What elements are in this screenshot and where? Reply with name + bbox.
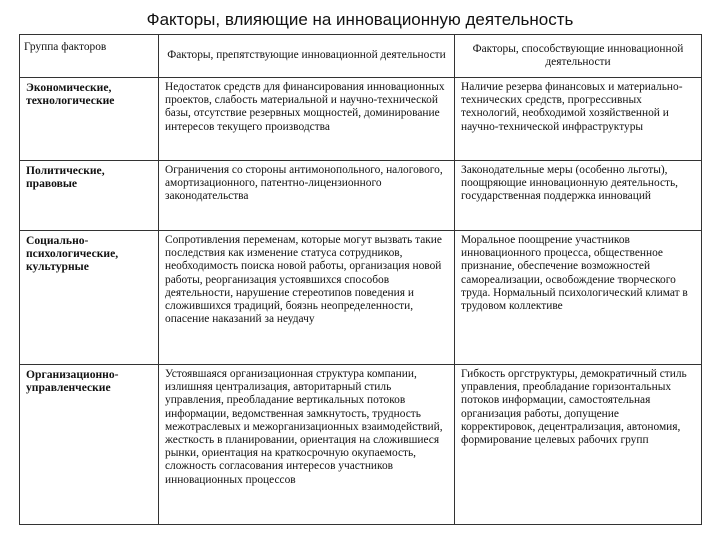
promote-cell: Гибкость оргструктуры, демократичный стиль управления, преобладание горизонтальных потоков информации, самостоятельная организация работы, допущение корректировок, децентрализация, автономия, формирование целевых рабочих групп	[455, 365, 702, 525]
factors-table	[19, 34, 702, 525]
hinder-cell: Ограничения со стороны антимонопольного, налогового, амортизационного, патентно-лицензионного законодательства	[159, 161, 455, 231]
hinder-cell: Сопротивления переменам, которые могут вызвать такие последствия как изменение статуса сотрудников, необходимость поиска новой работы, организация новой работы, реорганизация устоявшихся способов деятельности, нарушение стереотипов поведения и сложившихся традиций, боязнь неопределенности, опасение наказаний за неудачу	[159, 231, 455, 365]
table-row	[20, 231, 702, 365]
table-header-row	[20, 35, 702, 78]
header-group: Группа факторов	[20, 35, 159, 78]
table-row	[20, 365, 702, 525]
header-promote: Факторы, способствующие инновационной деятельности	[455, 35, 702, 78]
header-hinder: Факторы, препятствующие инновационной деятельности	[159, 35, 455, 78]
hinder-cell: Недостаток средств для финансирования инновационных проектов, слабость материальной и научно-технической базы, отсутствие резервных мощностей, доминирование интересов текущего производства	[159, 78, 455, 161]
group-cell: Политические, правовые	[20, 161, 159, 231]
promote-cell: Наличие резерва финансовых и материально-технических средств, прогрессивных технологий, необходимой хозяйственной и научно-технической инфраструктуры	[455, 78, 702, 161]
promote-cell: Моральное поощрение участников инновационного процесса, общественное признание, обеспечение возможностей самореализации, освобождение творческого труда. Нормальный психологический климат в трудовом коллективе	[455, 231, 702, 365]
group-cell: Экономические, технологические	[20, 78, 159, 161]
page-title: Факторы, влияющие на инновационную деятельность	[146, 10, 574, 29]
hinder-cell: Устоявшаяся организационная структура компании, излишняя централизация, авторитарный стиль управления, преобладание вертикальных потоков информации, ведомственная замкнутость, трудность межотраслевых и межорганизационных взаимодействий, жесткость в планировании, ориентация на сложившиеся рынки, ориентация на краткосрочную окупаемость, сложность согласования интересов участников инновационных процессов	[159, 365, 455, 525]
table-row	[20, 161, 702, 231]
group-cell: Социально-психологические, культурные	[20, 231, 159, 365]
table-row	[20, 78, 702, 161]
group-cell: Организационно-управленческие	[20, 365, 159, 525]
promote-cell: Законодательные меры (особенно льготы), поощряющие инновационную деятельность, государственная поддержка инноваций	[455, 161, 702, 231]
